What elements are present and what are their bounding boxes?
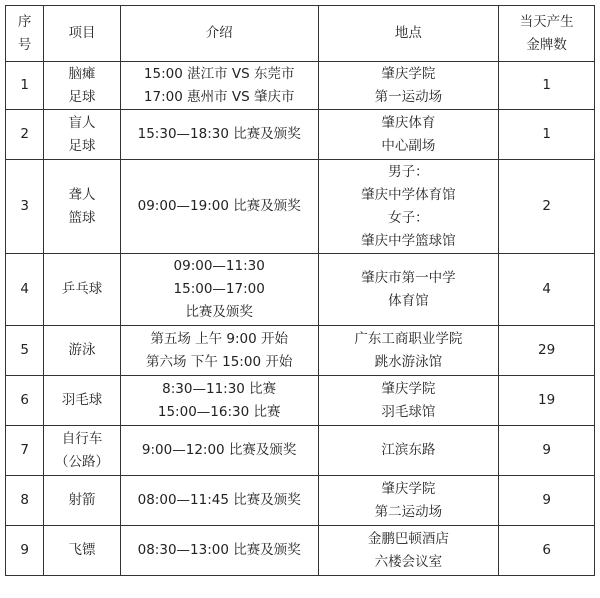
item-cell-line: 足球 bbox=[68, 137, 96, 154]
medals-cell: 2 bbox=[499, 160, 595, 254]
medals-cell: 9 bbox=[499, 476, 595, 526]
intro-cell bbox=[120, 254, 318, 326]
item-cell-line: 盲人 bbox=[68, 114, 96, 131]
header-medals-line-1: 当天产生 bbox=[519, 13, 574, 30]
venue-cell-line: 肇庆体育 bbox=[381, 114, 436, 131]
intro-cell-line: 08:30—13:00 比赛及颁奖 bbox=[137, 542, 301, 558]
intro-cell-line: 15:00—17:00 bbox=[173, 281, 265, 297]
venue-cell-line: 肇庆学院 bbox=[381, 65, 436, 82]
seq-cell: 7 bbox=[6, 426, 44, 476]
header-intro: 介绍 bbox=[120, 6, 318, 62]
header-medals bbox=[499, 6, 595, 62]
venue-cell bbox=[318, 526, 499, 576]
intro-cell bbox=[120, 526, 318, 576]
venue-cell-line: 女子： bbox=[388, 209, 429, 226]
intro-cell-line: 比赛及颁奖 bbox=[185, 304, 253, 320]
intro-cell-line: 09:00—11:30 bbox=[173, 258, 265, 274]
venue-cell-line: 金鹏巴顿酒店 bbox=[367, 530, 449, 547]
table-row bbox=[6, 426, 595, 476]
seq-cell: 9 bbox=[6, 526, 44, 576]
table-row bbox=[6, 110, 595, 160]
header-medals-line-2: 金牌数 bbox=[526, 36, 567, 53]
venue-cell-line: 中心副场 bbox=[381, 137, 436, 154]
venue-cell bbox=[318, 476, 499, 526]
intro-cell bbox=[120, 110, 318, 160]
intro-cell bbox=[120, 476, 318, 526]
seq-cell: 1 bbox=[6, 62, 44, 110]
venue-cell-line: 肇庆中学体育馆 bbox=[361, 186, 456, 203]
item-cell bbox=[44, 110, 121, 160]
intro-cell bbox=[120, 376, 318, 426]
intro-cell-line: 08:00—11:45 比赛及颁奖 bbox=[137, 492, 301, 508]
venue-cell-line: 六楼会议室 bbox=[374, 553, 443, 570]
item-cell bbox=[44, 254, 121, 326]
venue-cell-line: 羽毛球馆 bbox=[381, 403, 436, 420]
intro-cell bbox=[120, 160, 318, 254]
venue-cell-line: 广东工商职业学院 bbox=[354, 330, 463, 347]
item-cell-line: 羽毛球 bbox=[61, 392, 103, 408]
item-cell-line: 聋人 bbox=[68, 186, 96, 203]
intro-cell-line: 09:00—19:00 比赛及颁奖 bbox=[137, 198, 301, 214]
seq-cell: 2 bbox=[6, 110, 44, 160]
item-cell-line: 射箭 bbox=[68, 492, 96, 508]
venue-cell bbox=[318, 326, 499, 376]
header-seq bbox=[6, 6, 44, 62]
medals-cell: 4 bbox=[499, 254, 595, 326]
item-cell-line: 游泳 bbox=[68, 342, 96, 358]
seq-cell: 5 bbox=[6, 326, 44, 376]
item-cell bbox=[44, 376, 121, 426]
intro-cell bbox=[120, 426, 318, 476]
item-cell bbox=[44, 62, 121, 110]
venue-cell bbox=[318, 426, 499, 476]
header-row bbox=[6, 6, 595, 62]
intro-cell-line: 8:30—11:30 比赛 bbox=[162, 380, 277, 397]
intro-cell-line: 15:00 湛江市 VS 东莞市 bbox=[143, 65, 295, 82]
intro-cell-line: 15:30—18:30 比赛及颁奖 bbox=[137, 126, 301, 142]
item-cell bbox=[44, 160, 121, 254]
seq-cell: 4 bbox=[6, 254, 44, 326]
medals-cell: 6 bbox=[499, 526, 595, 576]
intro-cell bbox=[120, 62, 318, 110]
item-cell-line: 脑瘫 bbox=[68, 65, 96, 82]
venue-cell-line: 第一运动场 bbox=[374, 88, 443, 105]
medals-cell: 9 bbox=[499, 426, 595, 476]
table-row bbox=[6, 254, 595, 326]
venue-cell-line: 肇庆学院 bbox=[381, 380, 436, 397]
intro-cell-line: 17:00 惠州市 VS 肇庆市 bbox=[143, 88, 295, 105]
intro-cell-line: 第五场 上午 9:00 开始 bbox=[150, 330, 289, 347]
venue-cell-line: 第二运动场 bbox=[374, 503, 443, 520]
item-cell-line: 足球 bbox=[68, 88, 96, 105]
table-row bbox=[6, 526, 595, 576]
venue-cell-line: 跳水游泳馆 bbox=[374, 353, 443, 370]
intro-cell-line: 9:00—12:00 比赛及颁奖 bbox=[141, 442, 297, 458]
venue-cell-line: 男子： bbox=[388, 163, 429, 180]
item-cell bbox=[44, 526, 121, 576]
venue-cell-line: 肇庆市第一中学 bbox=[361, 269, 456, 286]
seq-cell: 8 bbox=[6, 476, 44, 526]
table-row bbox=[6, 62, 595, 110]
venue-cell bbox=[318, 62, 499, 110]
venue-cell bbox=[318, 110, 499, 160]
venue-cell-line: 江滨东路 bbox=[381, 442, 436, 458]
header-seq-line-1: 序 bbox=[17, 13, 32, 30]
venue-cell bbox=[318, 160, 499, 254]
header-seq-line-2: 号 bbox=[17, 36, 32, 53]
medals-cell: 29 bbox=[499, 326, 595, 376]
table-row bbox=[6, 476, 595, 526]
item-cell-line: 自行车 bbox=[61, 430, 103, 447]
item-cell-line: （公路） bbox=[55, 453, 110, 470]
item-cell bbox=[44, 426, 121, 476]
intro-cell-line: 15:00—16:30 比赛 bbox=[157, 403, 281, 420]
venue-cell-line: 肇庆学院 bbox=[381, 480, 436, 497]
item-cell-line: 飞镖 bbox=[68, 542, 96, 558]
venue-cell-line: 体育馆 bbox=[388, 292, 429, 309]
item-cell bbox=[44, 476, 121, 526]
medals-cell: 1 bbox=[499, 62, 595, 110]
seq-cell: 3 bbox=[6, 160, 44, 254]
medals-cell: 19 bbox=[499, 376, 595, 426]
item-cell bbox=[44, 326, 121, 376]
venue-cell bbox=[318, 376, 499, 426]
item-cell-line: 篮球 bbox=[68, 209, 96, 226]
table-row bbox=[6, 160, 595, 254]
venue-cell-line: 肇庆中学篮球馆 bbox=[361, 232, 456, 249]
table-row bbox=[6, 326, 595, 376]
seq-cell: 6 bbox=[6, 376, 44, 426]
medals-cell: 1 bbox=[499, 110, 595, 160]
schedule-table bbox=[5, 5, 595, 576]
header-item: 项目 bbox=[44, 6, 121, 62]
header-venue: 地点 bbox=[318, 6, 499, 62]
venue-cell bbox=[318, 254, 499, 326]
table-row bbox=[6, 376, 595, 426]
item-cell-line: 乒乓球 bbox=[61, 281, 103, 297]
intro-cell-line: 第六场 下午 15:00 开始 bbox=[146, 353, 293, 370]
intro-cell bbox=[120, 326, 318, 376]
